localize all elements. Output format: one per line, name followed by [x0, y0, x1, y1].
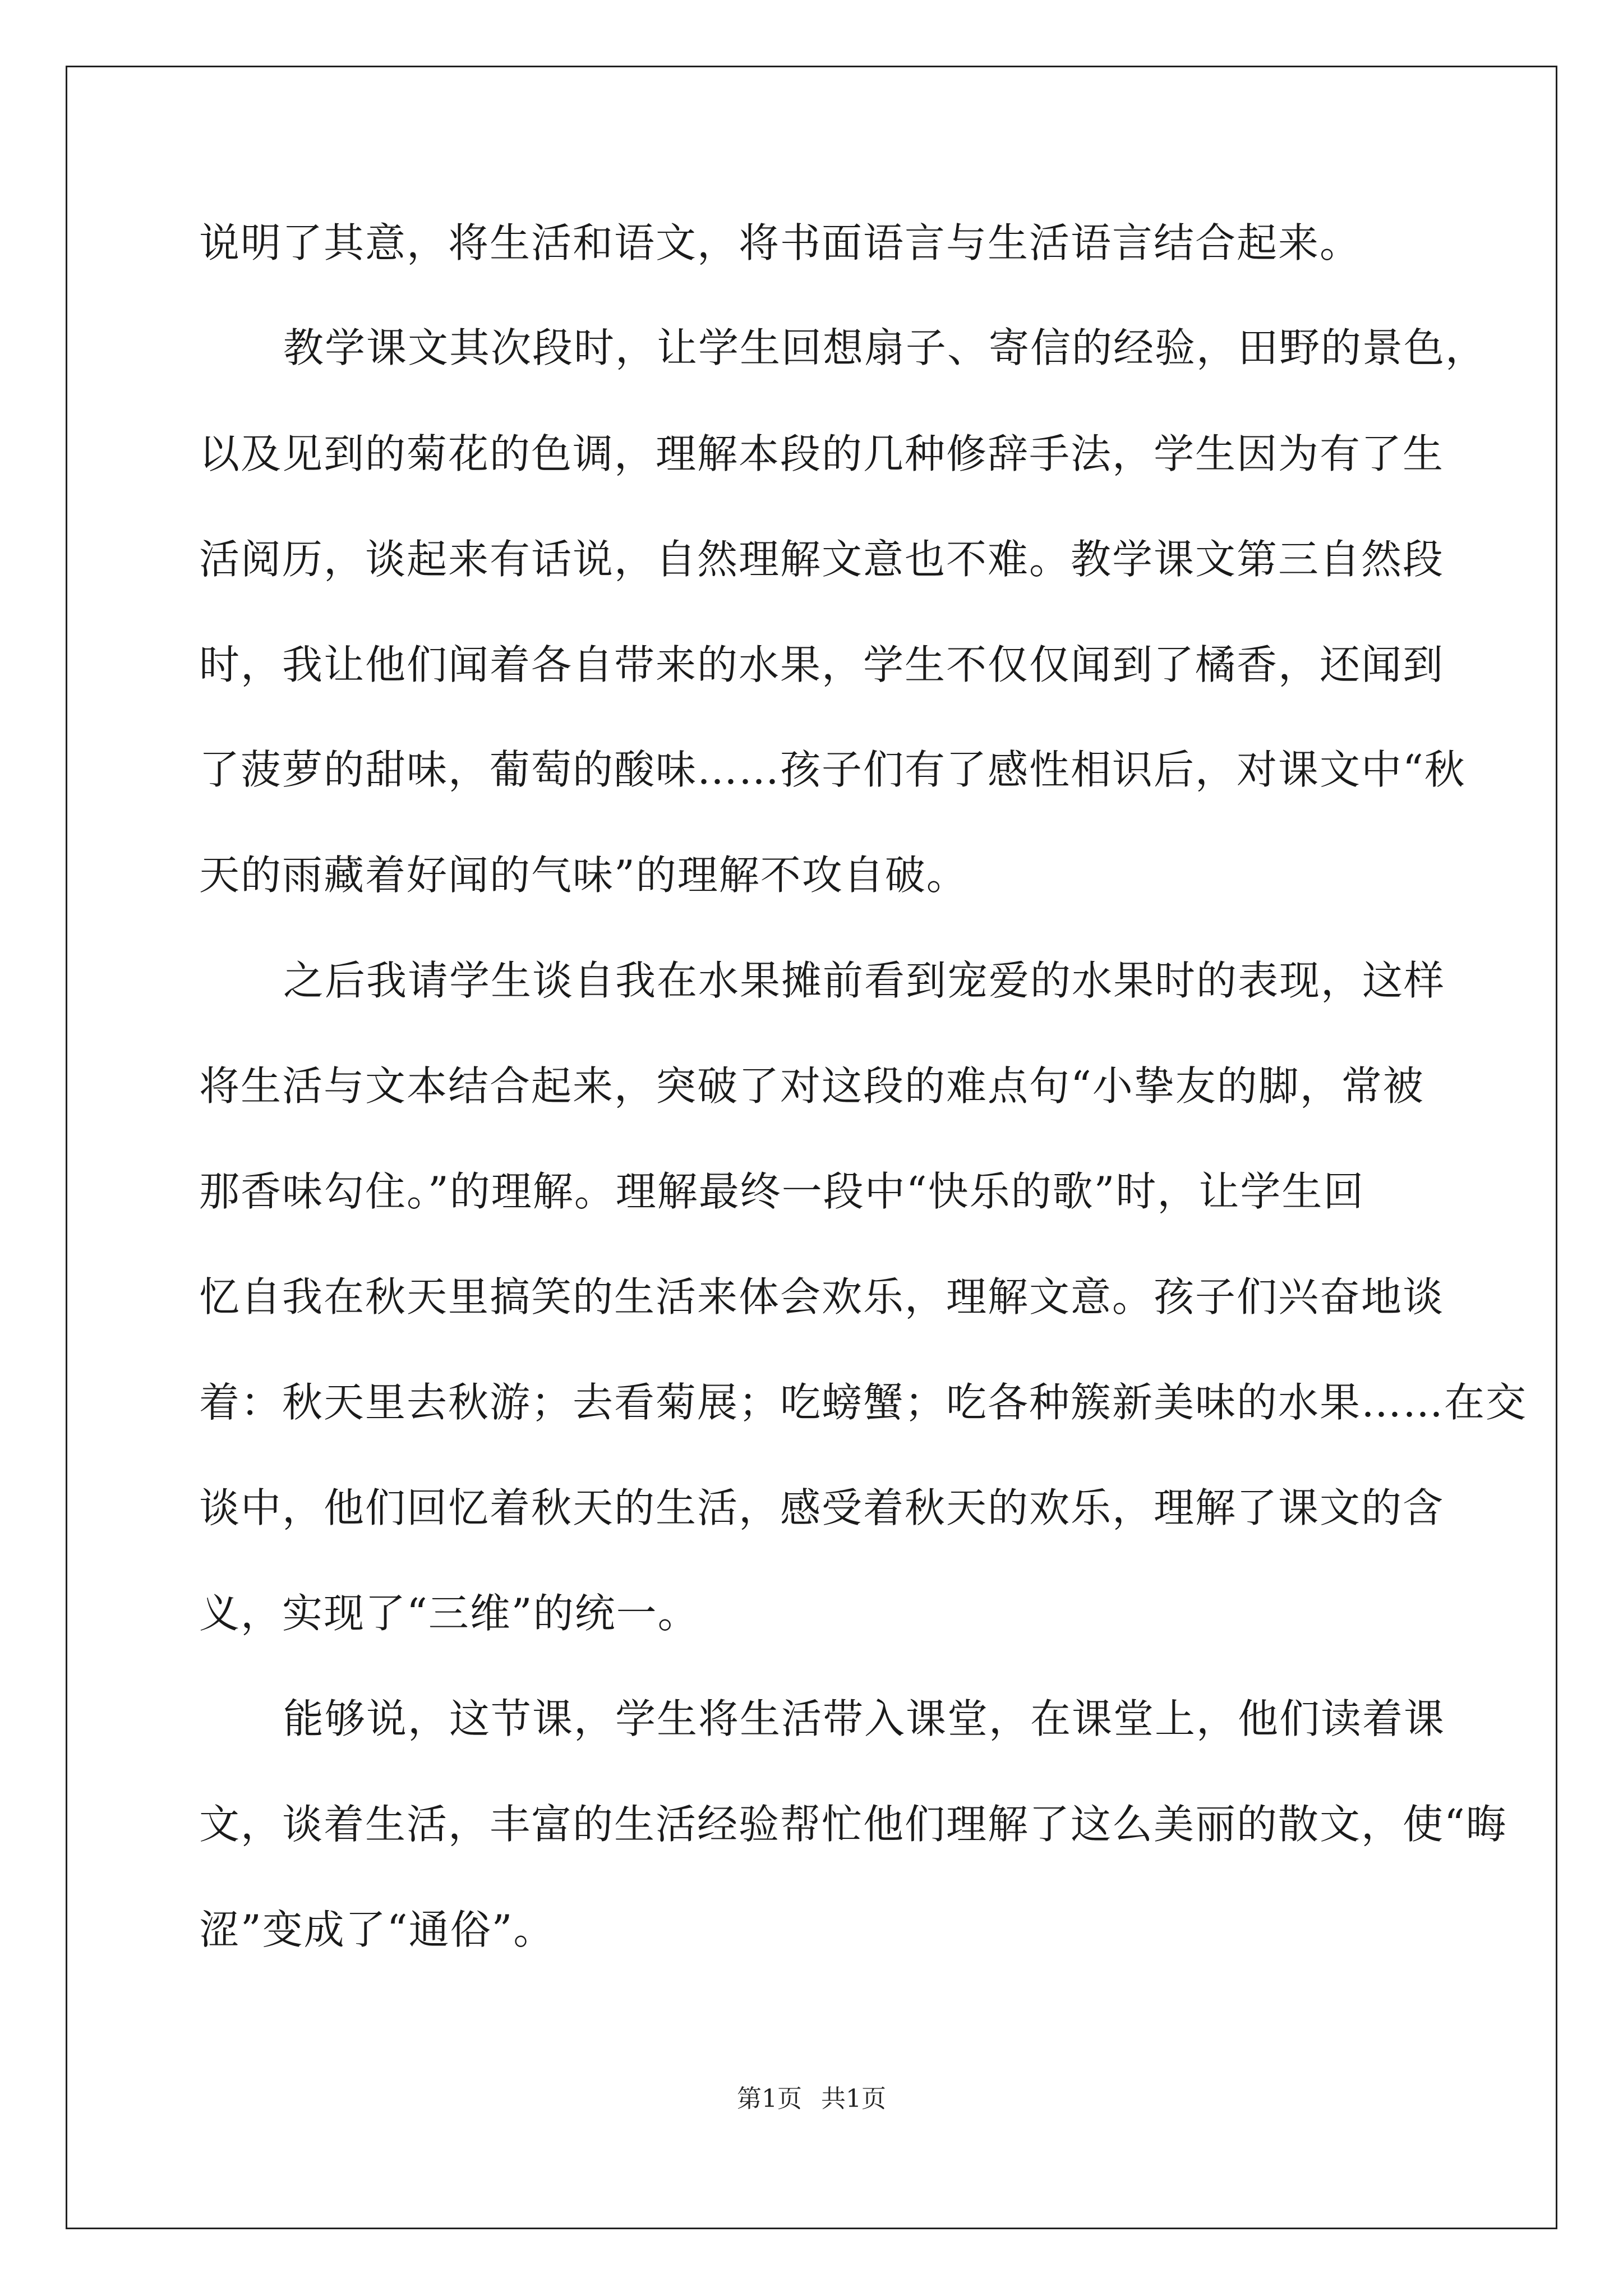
text-line: 义，实现了“三维”的统一。: [199, 1590, 699, 1637]
text-line: 谈中，他们回忆着秋天的生活，感受着秋天的欢乐，理解了课文的含: [199, 1484, 1445, 1531]
text-line: 文，谈着生活，丰富的生活经验帮忙他们理解了这么美丽的散文，使“晦: [199, 1801, 1507, 1848]
page-total: 共1页: [821, 2085, 886, 2113]
text-line: 能够说，这节课，学生将生活带入课堂，在课堂上，他们读着课: [283, 1695, 1446, 1742]
text-line: 着：秋天里去秋游；去看菊展；吃螃蟹；吃各种簇新美味的水果……在交: [199, 1379, 1528, 1426]
text-line: 活阅历，谈起来有话说，自然理解文意也不难。教学课文第三自然段: [199, 536, 1445, 583]
text-line: 涩”变成了“通俗”。: [199, 1906, 555, 1953]
text-line: 将生活与文本结合起来，突破了对这段的难点句“小挚友的脚，常被: [199, 1062, 1424, 1110]
text-line: 教学课文其次段时，让学生回想扇子、寄信的经验，田野的景色，: [283, 324, 1487, 371]
text-line: 之后我请学生谈自我在水果摊前看到宠爱的水果时的表现，这样: [283, 957, 1446, 1004]
text-line: 了菠萝的甜味，葡萄的酸味……孩子们有了感性相识后，对课文中“秋: [199, 746, 1466, 793]
text-line: 忆自我在秋天里搞笑的生活来体会欢乐，理解文意。孩子们兴奋地谈: [199, 1273, 1445, 1320]
text-line: 天的雨藏着好闻的气味”的理解不攻自破。: [199, 852, 968, 899]
text-line: 说明了其意，将生活和语文，将书面语言与生活语言结合起来。: [199, 219, 1362, 266]
text-line: 那香味勾住。”的理解。理解最终一段中“快乐的歌”时，让学生回: [199, 1168, 1365, 1215]
page-number: 第1页: [737, 2085, 802, 2113]
text-line: 时，我让他们闻着各自带来的水果，学生不仅仅闻到了橘香，还闻到: [199, 641, 1445, 688]
page-footer: [0, 2078, 1623, 2114]
text-line: 以及见到的菊花的色调，理解本段的几种修辞手法，学生因为有了生: [199, 430, 1445, 477]
